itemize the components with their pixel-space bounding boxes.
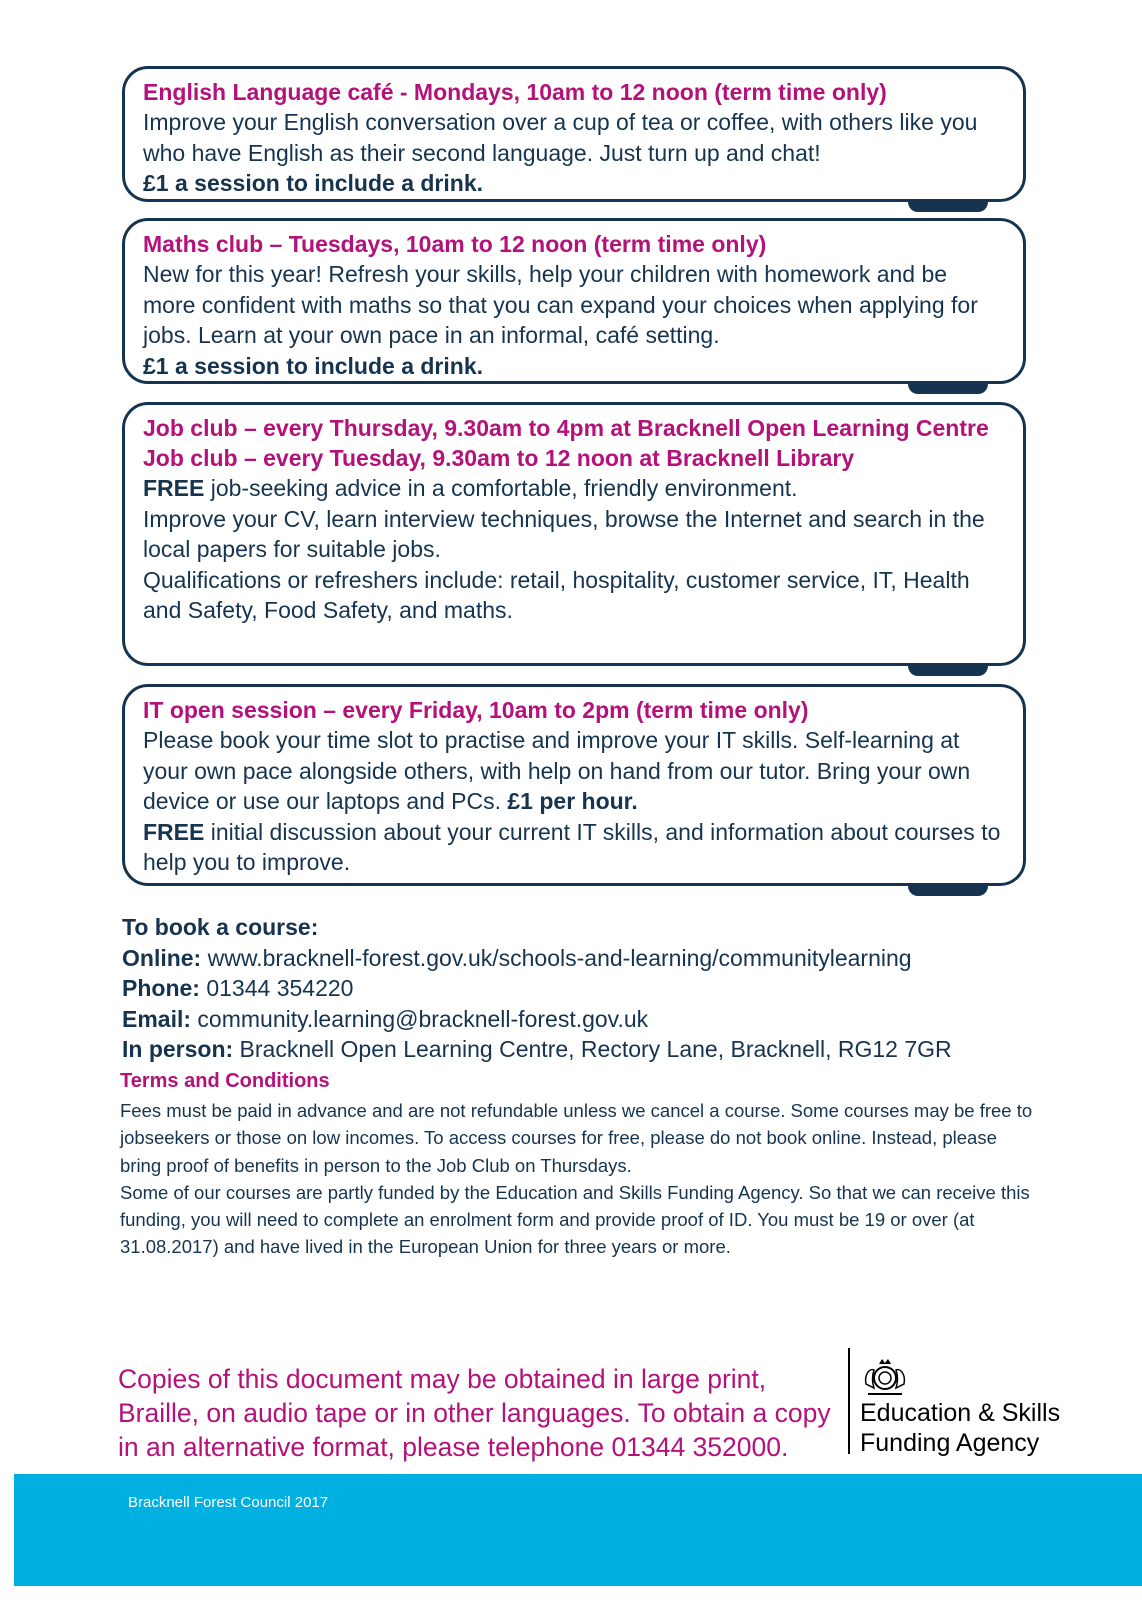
session-price: £1 a session to include a drink. (143, 170, 484, 196)
booking-email (122, 1004, 1042, 1035)
phone-number: 01344 354220 (199, 975, 354, 1001)
online-link[interactable]: www.bracknell-forest.gov.uk/schools-and-learning/communitylearning (201, 944, 912, 971)
email-label: Email: (122, 1005, 192, 1032)
booking-phone (122, 973, 1042, 1004)
session-title: Job club – every Thursday, 9.30am to 4pm at Bracknell Open Learning Centre (143, 415, 989, 441)
session-text: Please book your time slot to practise and improve your IT skills. Self-learning at your own pace alongside others, with help on hand from our tutor. Bring your own device or use our laptops and PCs. (143, 727, 971, 814)
session-free-line (143, 473, 1005, 504)
booking-section (122, 912, 1042, 1065)
footer-bar (14, 1474, 1142, 1586)
logo-line1: Education & Skills (860, 1399, 1061, 1427)
box-tab (908, 200, 988, 212)
session-price: £1 a session to include a drink. (143, 352, 484, 379)
booking-heading: To book a course: (122, 914, 319, 940)
session-title: IT open session – every Friday, 10am to 2pm (term time only) (143, 697, 809, 723)
free-label: FREE (143, 818, 205, 845)
online-label: Online: (122, 944, 202, 971)
royal-crest-icon (860, 1354, 910, 1398)
session-box-maths-club (122, 218, 1026, 384)
session-description: Improve your English conversation over a cup of tea or coffee, with others like you who have English as their second language. Just turn up and chat! (143, 109, 978, 166)
free-label: FREE (143, 475, 205, 501)
session-qualifications: Qualifications or refreshers include: retail, hospitality, customer service, IT, Health and Safety, Food Safety, and maths. (143, 566, 970, 623)
session-title: Maths club – Tuesdays, 10am to 12 noon (term time only) (143, 231, 767, 257)
terms-paragraph: Fees must be paid in advance and are not refundable unless we cancel a course. Some courses may be free to jobseekers or those on low incomes. To access courses for free, please do not book online. Instead, please bring proof of benefits in person to the Job Club on Thursdays. (120, 1100, 1033, 1176)
session-free-line (143, 817, 1005, 878)
session-title-secondary: Job club – every Tuesday, 9.30am to 12 noon at Bracknell Library (143, 445, 855, 471)
session-box-english-cafe (122, 66, 1026, 202)
session-description (143, 725, 1005, 817)
in-person-label: In person: (122, 1036, 234, 1062)
session-box-job-club (122, 402, 1026, 666)
box-tab (908, 664, 988, 676)
terms-section (120, 1070, 1040, 1261)
booking-in-person (122, 1034, 1042, 1065)
session-description: Improve your CV, learn interview techniques, browse the Internet and search in the local papers for suitable jobs. (143, 505, 985, 562)
phone-label: Phone: (122, 975, 200, 1001)
session-price: £1 per hour. (507, 788, 638, 814)
in-person-address: Bracknell Open Learning Centre, Rectory Lane, Bracknell, RG12 7GR (233, 1036, 952, 1062)
terms-paragraph: Some of our courses are partly funded by the Education and Skills Funding Agency. So that we can receive this funding, you will need to complete an enrolment form and provide proof of ID. You must be 19 or over (at 31.08.2017) and have lived in the European Union for three years or more. (120, 1181, 1030, 1258)
logo-text (860, 1398, 1060, 1458)
footer-text: Bracknell Forest Council 2017 (128, 1494, 329, 1511)
terms-heading: Terms and Conditions (120, 1070, 330, 1092)
session-box-it-open (122, 684, 1026, 886)
free-text: initial discussion about your current IT skills, and information about courses to help you to improve. (143, 818, 1001, 875)
email-link[interactable]: community.learning@bracknell-forest.gov.uk (191, 1005, 649, 1032)
box-tab (908, 884, 988, 896)
logo-line2: Funding Agency (860, 1429, 1040, 1457)
session-description: New for this year! Refresh your skills, help your children with homework and be more confident with maths so that you can expand your choices when applying for jobs. Learn at your own pace in an informal, café setting. (143, 261, 978, 348)
session-title: English Language café - Mondays, 10am to 12 noon (term time only) (143, 79, 887, 105)
accessibility-notice: Copies of this document may be obtained in large print, Braille, on audio tape or in other languages. To obtain a copy in an alternative format, please telephone 01344 352000. (118, 1364, 831, 1462)
box-tab (908, 382, 988, 394)
esfa-logo (848, 1348, 1108, 1458)
booking-online (122, 943, 1042, 974)
logo-divider (848, 1348, 850, 1454)
free-text: job-seeking advice in a comfortable, friendly environment. (204, 475, 798, 501)
